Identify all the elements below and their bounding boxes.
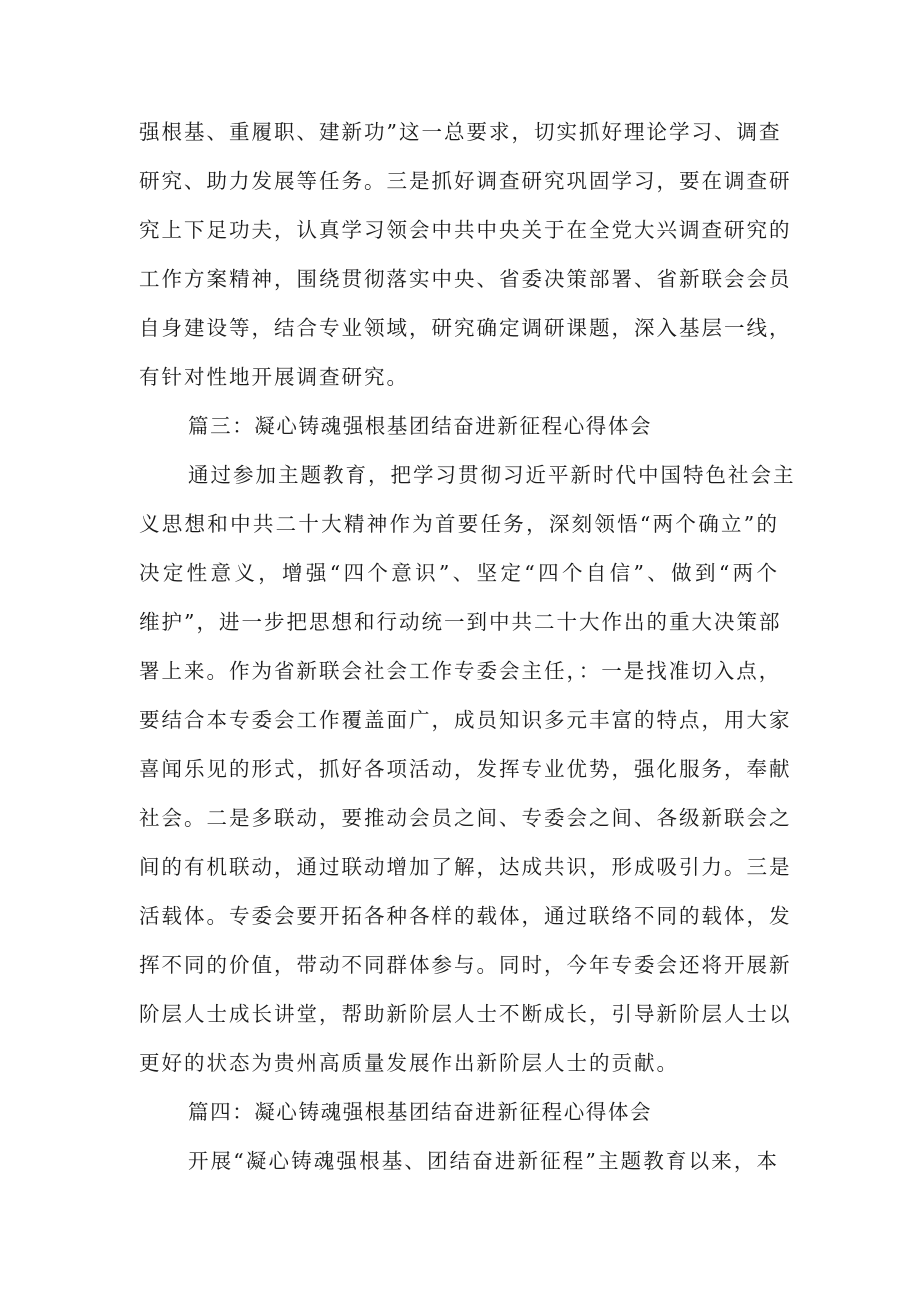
text-line: 间的有机联动，通过联动增加了解，达成共识，形成吸引力。三是 [139,855,792,879]
text-line: 究上下足功夫，认真学习领会中共中央关于在全党大兴调查研究的 [139,218,792,242]
text-line: 社会。二是多联动，要推动会员之间、专委会之间、各级新联会之 [139,806,792,830]
section-heading-4: 篇四：凝心铸魂强根基团结奋进新征程心得体会 [188,1100,653,1124]
text-line: 义思想和中共二十大精神作为首要任务，深刻领悟“两个确立”的 [139,512,779,536]
paragraph-first-line: 通过参加主题教育，把学习贯彻习近平新时代中国特色社会主 [188,463,796,487]
text-line: 要结合本专委会工作覆盖面广，成员知识多元丰富的特点，用大家 [139,708,792,732]
text-line: 强根基、重履职、建新功”这一总要求，切实抓好理论学习、调查 [139,120,782,144]
text-line: 有针对性地开展调查研究。 [139,365,409,389]
text-line: 工作方案精神，围绕贯彻落实中央、省委决策部署、省新联会会员 [139,267,792,291]
text-line: 研究、助力发展等任务。三是抓好调查研究巩固学习，要在调查研 [139,169,792,193]
text-line: 喜闻乐见的形式，抓好各项活动，发挥专业优势，强化服务，奉献 [139,757,792,781]
text-line: 阶层人士成长讲堂，帮助新阶层人士不断成长，引导新阶层人士以 [139,1002,792,1026]
text-line: 署上来。作为省新联会社会工作专委会主任，：一是找准切入点， [139,659,782,683]
text-line: 活载体。专委会要开拓各种各样的载体，通过联络不同的载体，发 [139,904,792,928]
paragraph-first-line: 开展“凝心铸魂强根基、团结奋进新征程”主题教育以来，本 [188,1149,779,1173]
text-line: 更好的状态为贵州高质量发展作出新阶层人士的贡献。 [139,1051,679,1075]
section-heading-3: 篇三：凝心铸魂强根基团结奋进新征程心得体会 [188,414,653,438]
text-line: 决定性意义，增强“四个意识”、坚定“四个自信”、做到“两个 [139,561,779,585]
text-line: 维护”，进一步把思想和行动统一到中共二十大作出的重大决策部 [139,610,782,634]
text-line: 挥不同的价值，带动不同群体参与。同时，今年专委会还将开展新 [139,953,792,977]
text-line: 自身建设等，结合专业领域，研究确定调研课题，深入基层一线， [139,316,792,340]
